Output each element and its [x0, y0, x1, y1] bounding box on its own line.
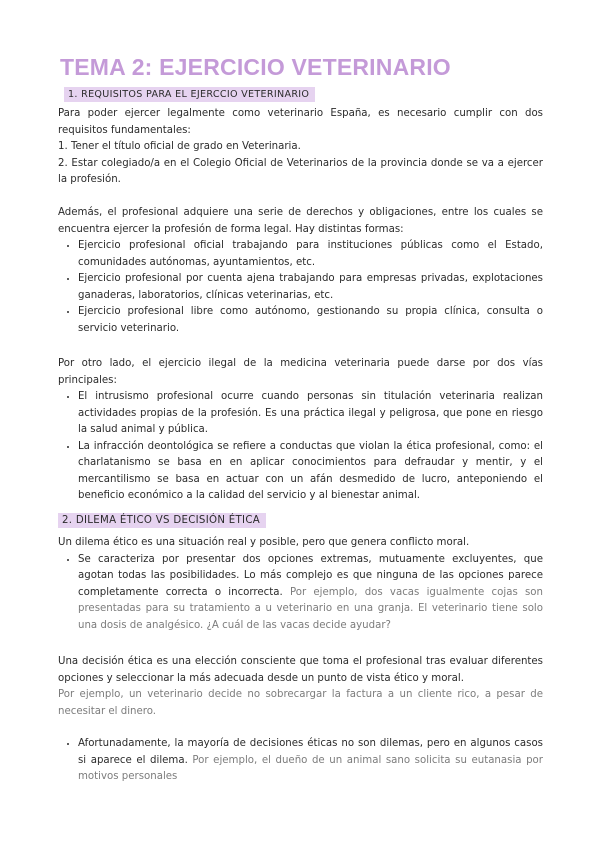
formas-block — [58, 205, 543, 337]
dilema-list — [58, 552, 543, 635]
dilema-example: Por ejemplo, dos vacas igualmente cojas son presentadas para su tratamiento a u veterinario en una granja. El veterinario tiene solo una dosis de analgésico. ¿A cuál de las vacas decide ayudar? — [78, 586, 543, 631]
dilema-point: Se caracteriza por presentar dos opciones extremas, mutuamente excluyentes, que agotan todas las posibilidades. Lo más complejo es que ninguna de las opciones parece completamente correcta o incorrecta. — [78, 553, 543, 598]
dilema-block — [58, 535, 543, 634]
ilegal-block — [58, 356, 543, 505]
formas-intro: Además, el profesional adquiere una serie de derechos y obligaciones, entre los cuales se encuentra ejercer la profesión de forma legal. Hay distintas formas: — [58, 207, 543, 235]
list-item — [78, 552, 543, 635]
section-heading-requisitos: 1. REQUISITOS PARA EL EJERCCIO VETERINARIO — [64, 87, 315, 102]
ilegal-intro: Por otro lado, el ejercicio ilegal de la medicina veterinaria puede darse por dos vías principales: — [58, 358, 543, 386]
requisitos-block — [58, 106, 543, 189]
final-block — [58, 736, 543, 786]
list-item — [78, 736, 543, 786]
requisito-2: 2. Estar colegiado/a en el Colegio Oficial de Veterinarios de la provincia donde se va a ejercer la profesión. — [58, 157, 543, 185]
formas-list — [58, 238, 543, 337]
requisito-1: 1. Tener el título oficial de grado en Veterinaria. — [58, 141, 301, 152]
list-item: • Ejercicio profesional libre como autónomo, gestionando su propia clínica, consulta o servicio veterinario. — [78, 304, 543, 337]
page-title: TEMA 2: EJERCICIO VETERINARIO — [60, 54, 451, 80]
final-example: Por ejemplo, el dueño de un animal sano solicita su eutanasia por motivos personales — [78, 754, 543, 782]
list-item: • La infracción deontológica se refiere a conductas que violan la ética profesional, como: el charlatanismo se basa en en aplicar conocimientos para defraudar y mentir, y el mercantilismo se basa en actuar con un afán desmedido de lucro, anteponiendo el beneficio económico a la calidad del servicio y al bienestar animal. — [78, 439, 543, 505]
list-item: • Ejercicio profesional por cuenta ajena trabajando para empresas privadas, explotaciones ganaderas, laboratorios, clínicas veterinarias, etc. — [78, 271, 543, 304]
final-point: Afortunadamente, la mayoría de decisiones éticas no son dilemas, pero en algunos casos si aparece el dilema. — [78, 738, 543, 766]
requisitos-intro: Para poder ejercer legalmente como veterinario España, es necesario cumplir con dos requisitos fundamentales: — [58, 108, 543, 136]
section-heading-dilema: 2. DILEMA ÉTICO VS DECISIÓN ÉTICA — [58, 513, 266, 528]
final-list — [58, 736, 543, 786]
dilema-definition: Un dilema ético es una situación real y posible, pero que genera conflicto moral. — [58, 537, 470, 548]
decision-block — [58, 654, 543, 720]
list-item: • Ejercicio profesional oficial trabajando para instituciones públicas como el Estado, comunidades autónomas, ayuntamientos, etc. — [78, 238, 543, 271]
decision-example: Por ejemplo, un veterinario decide no sobrecargar la factura a un cliente rico, a pesar de necesitar el dinero. — [58, 689, 543, 717]
list-item: • El intrusismo profesional ocurre cuando personas sin titulación veterinaria realizan actividades propias de la profesión. Es una práctica ilegal y peligrosa, que pone en riesgo la salud animal y pública. — [78, 389, 543, 439]
ilegal-list — [58, 389, 543, 505]
decision-definition: Una decisión ética es una elección consciente que toma el profesional tras evaluar diferentes opciones y seleccionar la más adecuada desde un punto de vista ético y moral. — [58, 656, 543, 684]
